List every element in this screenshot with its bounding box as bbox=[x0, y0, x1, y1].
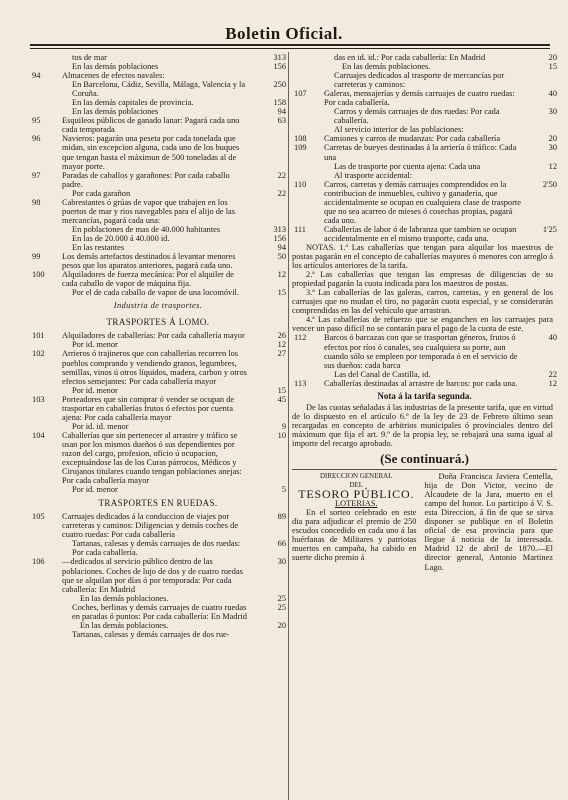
tariff-description bbox=[62, 331, 286, 340]
tariff-amount: 5 bbox=[281, 485, 286, 495]
tariff-amount: 10 bbox=[277, 430, 286, 440]
tariff-row bbox=[30, 512, 286, 539]
tariff-text: Por id. id. menor bbox=[72, 421, 129, 431]
tariff-text: tos de mar bbox=[72, 53, 107, 62]
tariff-text: En las demás poblaciones bbox=[72, 107, 159, 117]
article-number: 105 bbox=[32, 512, 45, 522]
tariff-list-c bbox=[30, 512, 286, 639]
article-number bbox=[292, 370, 324, 379]
article-number bbox=[292, 171, 324, 180]
tariff-amount: 15 bbox=[548, 62, 557, 72]
tariff-description bbox=[62, 539, 286, 557]
article-number: 111 bbox=[294, 224, 306, 234]
tariff-row bbox=[292, 134, 557, 143]
tariff-amount: 45 bbox=[277, 394, 286, 404]
tariff-amount: 12 bbox=[277, 340, 286, 350]
article-number: 101 bbox=[32, 331, 45, 341]
article-number bbox=[292, 71, 324, 89]
tariff-description bbox=[324, 53, 557, 62]
tariff-text: En las demás capitales de provincia. bbox=[72, 98, 194, 108]
tariff-amount: 50 bbox=[277, 252, 286, 262]
tariff-row bbox=[292, 53, 557, 62]
tariff-text: Los demás artefactos destinados á levantar menores pesos que los aparatos anteriores, pagará cada uno. bbox=[62, 252, 236, 271]
article-number bbox=[30, 630, 62, 639]
tariff-description bbox=[62, 98, 286, 107]
section-industry-transport: Industria de trasportes. bbox=[113, 301, 203, 311]
tariff-text: Paradas de caballos y garañones: Por cada caballo padre. bbox=[62, 170, 230, 189]
tariff-row bbox=[30, 270, 286, 288]
article-number bbox=[30, 386, 62, 395]
tariff-amount: 156 bbox=[273, 62, 286, 72]
tariff-description bbox=[62, 512, 286, 539]
tariff-description bbox=[62, 395, 286, 422]
article-number bbox=[30, 189, 62, 198]
tariff-row bbox=[30, 349, 286, 385]
article-number bbox=[30, 225, 62, 234]
tariff-amount: 22 bbox=[277, 188, 286, 198]
tariff-amount: 89 bbox=[277, 512, 286, 522]
article-number: 100 bbox=[32, 270, 45, 280]
tariff-text: En las demás poblaciones. bbox=[80, 620, 169, 630]
section-rule bbox=[292, 469, 557, 470]
tariff-amount: 40 bbox=[548, 333, 557, 343]
article-number: 112 bbox=[294, 333, 307, 343]
tariff-text: Arrieros ó trajineros que con caballerías recorren los pueblos comprando y vendiendo granos, legumbres, semillas, vinos ú otros líquidos, madera, carbon y otros efectos semejantes: Por cada caballería mayor bbox=[62, 349, 247, 386]
article-number: 109 bbox=[294, 143, 307, 153]
tariff-row bbox=[30, 594, 286, 603]
tariff-description bbox=[62, 71, 286, 80]
tariff-amount: 15 bbox=[277, 385, 286, 395]
tariff-text: Camiones y carros de mudanzas: Por cada caballería bbox=[324, 134, 501, 144]
article-number: 98 bbox=[32, 197, 41, 207]
tariff-amount: 27 bbox=[277, 349, 286, 359]
article-number bbox=[30, 62, 62, 71]
notes-block bbox=[292, 243, 557, 333]
tariff-text: Navieros: pagarán una peseta por cada tonelada que midan, sin excepcion alguna, cada uno de los buques que tengan hasta el máximun de 500 toneladas al de mayor porte. bbox=[62, 134, 240, 171]
article-number: 110 bbox=[294, 179, 307, 189]
tariff-text: Caballerías que sin pertenecer al arrastre y tráfico se usan por los mismos dueños ó sus dependientes por razon del cargo, profesion, oficio ú ocupacion, exceptuándose las de los Curas párrocos, Médicos y Cirujanos titulares cuando tengan poblaciones anejas: Por cada caballería mayor bbox=[62, 430, 242, 486]
article-number bbox=[30, 288, 62, 297]
tariff-description bbox=[324, 143, 557, 161]
tariff-text: Tartanas, calesas y demás carruajes de dos ruedas: Por cada caballería. bbox=[72, 539, 241, 558]
tariff-text: En las de 20.000 á 40.000 id. bbox=[72, 233, 170, 243]
tariff-row bbox=[30, 422, 286, 431]
tariff-text: Las de trasporte por cuenta ajena: Cada una bbox=[334, 161, 481, 171]
article-number: 95 bbox=[32, 116, 41, 126]
tariff-row bbox=[30, 234, 286, 243]
tariff-text: Porteadores que sin comprar ó vender se ocupan de trasportar en caballerías frutos ó efectos por cuenta ajena: Por cada caballería mayor bbox=[62, 394, 235, 422]
tariff-description bbox=[62, 134, 286, 170]
note-paragraph: 3.ª Las caballerías de las galeras, carros, carretas, y en general de los carruajes que no mudan el tiro, no pagarán cuota especial, y se considerarán comprendidas en las del vehículo que arrastran. bbox=[292, 288, 553, 316]
tariff-text: Al trasporte accidental: bbox=[334, 170, 413, 180]
tariff-row bbox=[30, 340, 286, 349]
tariff-description bbox=[62, 252, 286, 270]
tariff-description bbox=[324, 171, 557, 180]
article-number bbox=[292, 53, 324, 62]
tariff-text: En las demás poblaciones bbox=[72, 62, 159, 72]
tariff-description bbox=[62, 431, 286, 485]
article-number bbox=[30, 80, 62, 98]
tariff-description bbox=[62, 225, 286, 234]
tariff-row bbox=[30, 134, 286, 170]
tariff-row bbox=[30, 71, 286, 80]
tariff-text: das en id. id.: Por cada caballería: En Madrid bbox=[334, 53, 486, 62]
section-wheel-transport: TRASPORTES EN RUEDAS. bbox=[98, 498, 218, 509]
tariff-row bbox=[30, 189, 286, 198]
article-number bbox=[30, 422, 62, 431]
tariff-description bbox=[324, 370, 557, 379]
tariff-text: Carruajes dedicados al trasporte de mercancías por carreteras y caminos: bbox=[334, 71, 505, 90]
tariff-amount: 22 bbox=[548, 369, 557, 379]
tariff-description bbox=[62, 53, 286, 62]
tariff-text: En las demás poblaciones. bbox=[342, 62, 431, 72]
tariff-row bbox=[292, 89, 557, 107]
tariff-text: Caballerías destinadas al arrastre de barcos: por cada una. bbox=[324, 378, 518, 388]
note-paragraph: 2.ª Las caballerías que tengan las empresas de diligencias de su propiedad pagarán la cuota indicada para los maestros de postas. bbox=[292, 270, 553, 289]
tariff-description bbox=[62, 630, 286, 639]
continued-label: (Se continuará.) bbox=[380, 451, 469, 467]
article-number bbox=[292, 125, 324, 134]
tariff-text: Carros, carretas y demás carruajes comprendidos en la contribucion de inmuebles, cultivo y ganadería, que accidentalmente se ocupan en cualquiera clase de trasporte que no sea acarreo de mieses ó cosechas propias, pagará cada uno. bbox=[324, 179, 521, 225]
tariff-row bbox=[30, 557, 286, 593]
tariff-description bbox=[62, 80, 286, 98]
tariff-row bbox=[30, 630, 286, 639]
article-number: 96 bbox=[32, 134, 41, 144]
tariff-text: Tartanas, calesas y demás carruajes de dos rue- bbox=[72, 629, 230, 639]
tariff-description bbox=[62, 234, 286, 243]
tariff-row bbox=[292, 333, 557, 369]
article-number: 102 bbox=[32, 349, 45, 359]
tariff-amount: 9 bbox=[281, 421, 286, 431]
tariff-description bbox=[62, 243, 286, 252]
tariff-text: Por id. menor bbox=[72, 340, 118, 350]
article-number: 97 bbox=[32, 170, 41, 180]
article-number: 106 bbox=[32, 557, 45, 567]
tariff-description bbox=[324, 107, 557, 125]
article-number: 107 bbox=[294, 89, 307, 99]
tariff-description bbox=[324, 225, 557, 243]
article-number: 99 bbox=[32, 252, 41, 262]
tariff-text: Por cada garañon bbox=[72, 188, 131, 198]
tariff-amount: 25 bbox=[277, 593, 286, 603]
tariff-row bbox=[30, 53, 286, 62]
tariff-row bbox=[30, 171, 286, 189]
direction-del: DEL bbox=[349, 481, 364, 490]
article-number bbox=[30, 621, 62, 630]
section-land-transport: TRASPORTES Á LOMO. bbox=[106, 317, 210, 328]
tariff-row bbox=[292, 71, 557, 89]
tariff-description bbox=[62, 116, 286, 134]
note-paragraph: 4.ª Las caballerías de refuerzo que se enganchen en los carruajes para vencer un paso difícil no se contarán para el pago de la cuota de este. bbox=[292, 315, 553, 334]
tariff-text: Carruajes dedicados á la conduccion de viajes por carreteras y caminos: Diligencias y demás coches de cuatro ruedas: Por cada caballería bbox=[62, 512, 239, 540]
tariff-amount: 12 bbox=[548, 161, 557, 171]
article-number bbox=[30, 485, 62, 494]
tariff-description bbox=[62, 340, 286, 349]
article-number: 103 bbox=[32, 394, 45, 404]
article-number bbox=[30, 234, 62, 243]
tariff-description bbox=[62, 288, 286, 297]
page-title: Boletin Oficial. bbox=[225, 24, 343, 43]
tariff-row bbox=[30, 395, 286, 422]
tariff-text: Al servicio interior de las poblaciones: bbox=[334, 125, 464, 135]
article-number: 113 bbox=[294, 378, 307, 388]
lottery-text: En el sorteo celebrado en este dia para adjudicar el premio de 250 escudos concedido en cada uno á las huérfanas de Militares y patriotas muertos en campaña, ha cabido en suerte dicho premio á bbox=[292, 508, 417, 563]
tariff-row bbox=[30, 252, 286, 270]
tariff-text: Carretas de bueyes destinadas á la arriería ó tráfico: Cada una bbox=[324, 143, 517, 162]
article-number bbox=[30, 340, 62, 349]
tariff-description bbox=[62, 603, 286, 621]
article-number bbox=[30, 603, 62, 621]
tariff-text: En poblaciones de mas de 40.000 habitantes bbox=[72, 224, 221, 234]
left-column bbox=[30, 53, 286, 639]
article-number bbox=[292, 107, 324, 125]
treasury-heading: TESORO PÚBLICO. bbox=[298, 487, 415, 502]
tariff-text: Carros y demás carruajes de dos ruedas: Por cada caballería. bbox=[334, 107, 500, 126]
tariff-amount: 30 bbox=[548, 143, 557, 153]
tariff-row bbox=[30, 243, 286, 252]
tariff-row bbox=[30, 107, 286, 116]
article-number: 104 bbox=[32, 430, 45, 440]
article-number bbox=[30, 107, 62, 116]
tariff-description bbox=[324, 134, 557, 143]
tariff-text: Alquiladores de fuerza mecánica: Por el alquiler de cada caballo de vapor de máquina fija. bbox=[62, 270, 234, 289]
tariff-description bbox=[62, 189, 286, 198]
tariff-amount: 313 bbox=[273, 224, 286, 234]
tariff-row bbox=[292, 171, 557, 180]
tariff-description bbox=[62, 349, 286, 385]
tariff-text: Alquiladores de caballerías: Por cada caballería mayor bbox=[62, 331, 245, 341]
article-number bbox=[30, 98, 62, 107]
tariff-row bbox=[292, 62, 557, 71]
header-rule bbox=[30, 44, 550, 49]
tariff-description bbox=[324, 89, 557, 107]
tariff-list-b bbox=[30, 331, 286, 494]
tariff-amount: 313 bbox=[273, 53, 286, 62]
tariff-amount: 20 bbox=[277, 620, 286, 630]
tariff-amount: 30 bbox=[548, 107, 557, 117]
tariff-amount: 20 bbox=[548, 53, 557, 62]
tariff-text: En las restantes bbox=[72, 242, 125, 252]
tariff-amount: 156 bbox=[273, 233, 286, 243]
tariff-row bbox=[30, 539, 286, 557]
tariff-text: —dedicados al servicio público dentro de las poblaciones. Coches de lujo de dos y de cuatro ruedas que se alquilan por días ó por temporada: Por cada caballería: En Madrid bbox=[62, 557, 243, 594]
tariff-description bbox=[324, 162, 557, 171]
column-divider bbox=[288, 52, 289, 800]
article-number: 94 bbox=[32, 71, 41, 81]
tariff-text: Galeras, mensajerías y demás carruajes de cuatro ruedas: Por cada caballería. bbox=[324, 89, 515, 108]
treasury-right-text: Doña Francisca Javiera Centella, hija de Don Victor, vecino de Alcaudete de la Jara, muerto en el campo del honor. Lo participo á V. S. esta Direccion, á fin de que se sirva disponer se publique en el Boletin oficial de esa provincia para que llegue á noticia de la interesada. Madrid 12 de abril de 1870.—El director general, Antonio Martinez Lago. bbox=[424, 472, 553, 572]
tariff-description bbox=[62, 386, 286, 395]
notice-title: Nota á la tarifa segunda. bbox=[377, 390, 472, 401]
tariff-description bbox=[62, 198, 286, 225]
tariff-amount: 20 bbox=[548, 134, 557, 144]
article-number bbox=[292, 62, 324, 71]
tariff-description bbox=[62, 107, 286, 116]
tariff-amount: 40 bbox=[548, 89, 557, 99]
tariff-row bbox=[30, 603, 286, 621]
tariff-amount: 25 bbox=[277, 602, 286, 612]
tariff-amount: 2'50 bbox=[542, 179, 557, 189]
tariff-row bbox=[30, 288, 286, 297]
article-number bbox=[30, 539, 62, 557]
article-number bbox=[30, 594, 62, 603]
tariff-list-a bbox=[30, 53, 286, 297]
tariff-amount: 15 bbox=[277, 288, 286, 298]
tariff-text: Coches, berlinas y demás carruajes de cuatro ruedas en paradas ó puntos: Por cada caballería: En Madrid bbox=[72, 602, 247, 621]
tariff-description bbox=[324, 180, 557, 225]
tariff-description bbox=[324, 62, 557, 71]
tariff-row bbox=[30, 225, 286, 234]
tariff-description bbox=[62, 270, 286, 288]
tariff-row bbox=[30, 386, 286, 395]
tariff-list-d bbox=[292, 53, 557, 243]
tariff-description bbox=[62, 594, 286, 603]
tariff-text: Barcos ó barcazas con que se trasportan géneros, frutos ó efectos por ríos ó canales, sea cualquiera su porte, aun cuando sólo se empleen por temporada ó en el servicio de sus dueños: cada barca bbox=[324, 333, 518, 370]
tariff-amount: 158 bbox=[273, 98, 286, 108]
tariff-amount: 1'25 bbox=[542, 224, 557, 234]
tariff-amount: 63 bbox=[277, 116, 286, 126]
tariff-text: Por el de cada caballo de vapor de una locomóvil. bbox=[72, 288, 239, 298]
tariff-text: Esquileos públicos de ganado lanar: Pagará cada uno cada temporada bbox=[62, 116, 240, 135]
tariff-description bbox=[62, 422, 286, 431]
tariff-text: Las del Canal de Castilla, id. bbox=[334, 369, 431, 379]
tariff-row bbox=[30, 80, 286, 98]
tariff-row bbox=[30, 98, 286, 107]
notice-text: De las cuotas señaladas á las industrias de la presente tarifa, que en virtud de lo dispuesto en el artículo 6.º de la ley de 23 de Febrero último sean recargadas en concepto de arbitrios municipales ó provinciales dentro del máximum que fija el art. 9.º de la propia ley, se rebajará una suma igual al importe del recargo aprobado. bbox=[292, 402, 553, 448]
tariff-amount: 22 bbox=[277, 170, 286, 180]
tariff-description bbox=[62, 557, 286, 593]
tariff-row bbox=[30, 331, 286, 340]
tariff-row bbox=[292, 125, 557, 134]
tariff-row bbox=[30, 62, 286, 71]
tariff-description bbox=[62, 62, 286, 71]
tariff-text: Por id. menor bbox=[72, 485, 118, 495]
tariff-row bbox=[292, 370, 557, 379]
tariff-amount: 12 bbox=[277, 270, 286, 280]
article-number bbox=[292, 162, 324, 171]
tariff-row bbox=[30, 431, 286, 485]
tariff-row bbox=[292, 162, 557, 171]
tariff-description bbox=[62, 621, 286, 630]
tariff-row bbox=[292, 180, 557, 225]
article-number bbox=[30, 243, 62, 252]
tariff-amount: 12 bbox=[548, 378, 557, 388]
tariff-row bbox=[30, 485, 286, 494]
tariff-text: En Barcelona, Cádiz, Sevilla, Málaga, Valencia y la Coruña. bbox=[72, 80, 246, 99]
tariff-list-e bbox=[292, 333, 557, 387]
treasury-left bbox=[292, 472, 421, 572]
article-number: 108 bbox=[294, 134, 307, 144]
tariff-amount: 94 bbox=[277, 242, 286, 252]
note-paragraph: NOTAS. 1.ª Las caballerías que tengan para alquilar los maestros de postas pagarán en el concepto de caballerías mayores ó menores con arreglo á los artículos anteriores de la tarifa. bbox=[292, 242, 553, 271]
article-number bbox=[30, 53, 62, 62]
tariff-description bbox=[62, 485, 286, 494]
tariff-description bbox=[62, 171, 286, 189]
treasury-block bbox=[292, 472, 557, 572]
tariff-description bbox=[324, 125, 557, 134]
tariff-text: Cabrestantes ó grúas de vapor que trabajen en los puertos de mar y rios navegables para el alijo de las mercancías, pagará cada una: bbox=[62, 197, 236, 225]
tariff-row bbox=[30, 116, 286, 134]
tariff-row bbox=[292, 143, 557, 161]
tariff-text: Almacenes de efectos navales: bbox=[62, 71, 165, 81]
tariff-description bbox=[324, 379, 557, 388]
tariff-amount: 26 bbox=[277, 331, 286, 341]
tariff-row bbox=[30, 198, 286, 225]
tariff-row bbox=[30, 621, 286, 630]
tariff-row bbox=[292, 379, 557, 388]
direction-heading: DIRECCION GENERAL bbox=[319, 472, 393, 481]
lottery-heading: LOTERIAS. bbox=[334, 499, 378, 509]
tariff-text: Por id. menor bbox=[72, 385, 118, 395]
tariff-text: En las demás poblaciones. bbox=[80, 593, 169, 603]
tariff-row bbox=[292, 107, 557, 125]
tariff-text: Caballerías de labor ó de labranza que tambien se ocupan accidentalmente en el mismo trasporte, cada una. bbox=[324, 224, 517, 243]
tariff-description bbox=[324, 71, 557, 89]
tariff-amount: 250 bbox=[273, 80, 286, 90]
tariff-amount: 94 bbox=[277, 107, 286, 117]
tariff-amount: 66 bbox=[277, 539, 286, 549]
tariff-amount: 30 bbox=[277, 557, 286, 567]
right-column bbox=[292, 53, 557, 572]
tariff-description bbox=[324, 333, 557, 369]
tariff-row bbox=[292, 225, 557, 243]
